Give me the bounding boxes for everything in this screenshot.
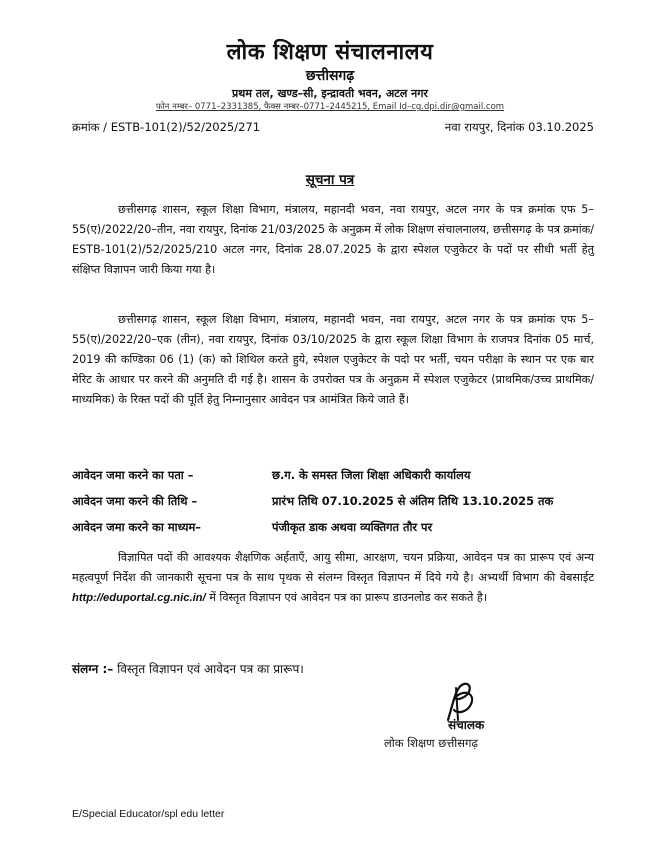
- paragraph-3: [72, 548, 594, 608]
- state-name: छत्तीसगढ़: [305, 68, 355, 84]
- paragraph-1-text: छत्तीसगढ़ शासन, स्कूल शिक्षा विभाग, मंत्रालय, महानदी भवन, नवा रायपुर, अटल नगर के पत्र क्रमांक एफ 5–55(ए)/2022/20–तीन, नवा रायपुर, दिनांक 21/03/2025 के अनुक्रम में लोक शिक्षण संचालनालय, छत्तीसगढ़ के पत्र क्रमांक/ ESTB-101(2)/52/2025/210 अटल नगर, दिनांक 28.07.2025 के द्वारा स्पेशल एजुकेटर के पदों पर सीधी भर्ती हेतु संक्षिप्त विज्ञापन जारी किया गया है।: [72, 203, 594, 276]
- detail-value: छ.ग. के समस्त जिला शिक्षा अधिकारी कार्यालय: [272, 468, 471, 482]
- paragraph-3-after: में विस्तृत विज्ञापन एवं आवेदन पत्र का प्रारूप डाउनलोड कर सकते है।: [209, 591, 488, 604]
- attachment-line: [72, 660, 594, 677]
- footer-path: E/Special Educator/spl edu letter: [72, 808, 225, 820]
- office-title: लोक शिक्षण संचालनालय: [226, 40, 434, 65]
- detail-label: आवेदन जमा करने का पता –: [72, 468, 194, 482]
- detail-label: आवेदन जमा करने का माध्यम–: [72, 520, 202, 534]
- paragraph-3-before: विज्ञापित पदों की आवश्यक शैक्षणिक अर्हताएँ, आयु सीमा, आरक्षण, चयन प्रक्रिया, आवेदन पत्र का प्रारूप एवं अन्य महत्वपूर्ण निर्देश की जानकारी सूचना पत्र के साथ पृथक से संलग्न विस्तृत विज्ञापन में दिये गये है। अभ्यर्थी विभाग की वेबसाईट: [72, 551, 594, 584]
- paragraph-1: [72, 200, 594, 280]
- signatory-title: संचालक: [448, 718, 485, 732]
- signatory-org: लोक शिक्षण छत्तीसगढ़: [384, 736, 478, 750]
- notice-subject: सूचना पत्र: [305, 172, 355, 188]
- place-date: नवा रायपुर, दिनांक 03.10.2025: [444, 120, 594, 134]
- detail-label: आवेदन जमा करने की तिथि –: [72, 494, 198, 508]
- office-address: प्रथम तल, खण्ड–सी, इन्द्रावती भवन, अटल नगर: [232, 87, 428, 100]
- reference-number: क्रमांक / ESTB-101(2)/52/2025/271: [72, 120, 261, 134]
- attachment-label: संलग्न :–: [72, 662, 114, 676]
- website-link[interactable]: http://eduportal.cg.nic.in/: [72, 592, 206, 604]
- contact-line: फोन नम्बर– 0771–2331385, फैक्स नम्बर–0771–2445215, Email Id–cg.dpi.dir@gmail.com: [155, 102, 505, 112]
- paragraph-2: [72, 310, 594, 410]
- paragraph-2-text: छत्तीसगढ़ शासन, स्कूल शिक्षा विभाग, मंत्रालय, महानदी भवन, नवा रायपुर, अटल नगर के पत्र क्रमांक एफ 5–55(ए)/2022/20–एक (तीन), नवा रायपुर, दिनांक 03/10/2025 के द्वारा स्कूल शिक्षा विभाग के राजपत्र दिनांक 05 मार्च, 2019 की कण्डिका 06 (1) (क) को शिथिल करते हुये, स्पेशल एजुकेटर के पदो पर भर्ती, चयन परीक्षा के स्थान पर एक बार मेरिट के आधार पर करने की अनुमति दी गई है। शासन के उपरोक्त पत्र के अनुक्रम में स्पेशल एजुकेटर (प्राथमिक/उच्च प्राथमिक/माध्यमिक) के रिक्त पदों की पूर्ति हेतु निम्नानुसार आवेदन पत्र आमंत्रित किये जाते हैं।: [72, 313, 594, 406]
- attachment-text: विस्तृत विज्ञापन एवं आवेदन पत्र का प्रारूप।: [117, 662, 304, 676]
- detail-value: प्रारंभ तिथि 07.10.2025 से अंतिम तिथि 13.10.2025 तक: [272, 494, 554, 508]
- detail-value: पंजीकृत डाक अथवा व्यक्तिगत तौर पर: [272, 520, 433, 534]
